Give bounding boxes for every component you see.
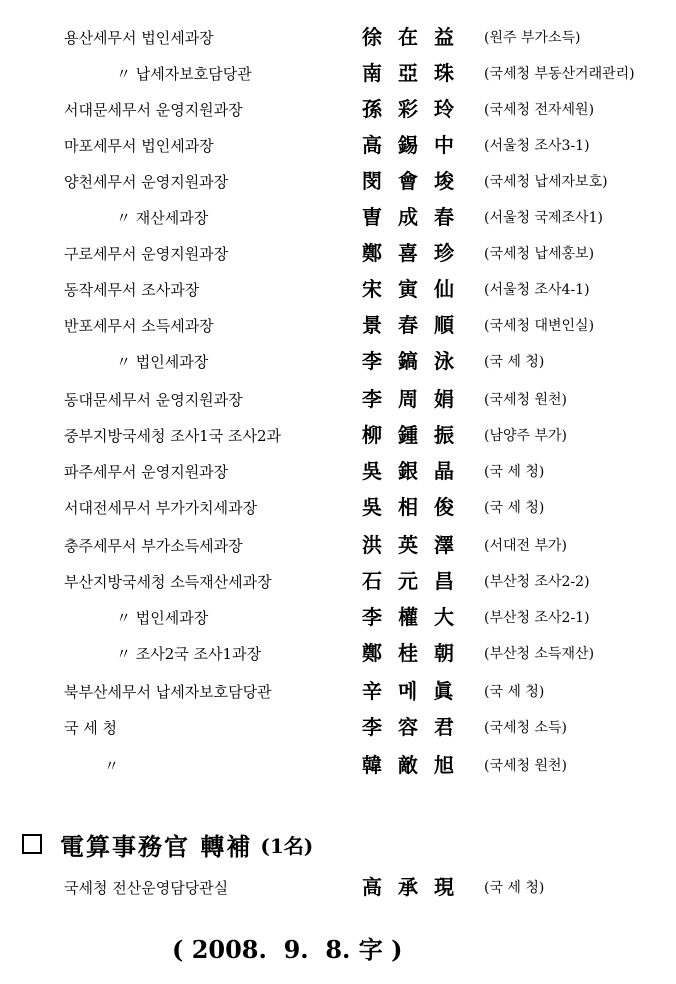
previous-post-note: (국세청 원천) xyxy=(484,758,567,774)
square-bullet-icon xyxy=(22,834,42,854)
person-name: 辛메眞 xyxy=(362,679,470,703)
effective-date: ( 2008. 9. 8. 字 ) xyxy=(172,935,403,964)
position-text: 부산지방국세청 소득재산세과장 xyxy=(64,573,272,591)
position-text: 서대문세무서 운영지원과장 xyxy=(64,101,243,119)
previous-post-note: (서울청 조사4-1) xyxy=(484,282,590,298)
person-name: 鄭喜珍 xyxy=(362,241,470,265)
position-text: 중부지방국세청 조사1국 조사2과 xyxy=(64,427,281,445)
position-text: 파주세무서 운영지원과장 xyxy=(64,463,229,481)
previous-post-note: (국세청 부동산거래관리) xyxy=(484,66,635,82)
previous-post-note: (국 세 청) xyxy=(484,500,545,516)
person-name: 高錫中 xyxy=(362,133,470,157)
position-text: 구로세무서 운영지원과장 xyxy=(64,245,229,263)
person-name: 吳銀晶 xyxy=(362,459,470,483)
person-name: 李周娟 xyxy=(362,387,470,411)
section-count: (1名) xyxy=(260,833,314,858)
appointment-row-12 xyxy=(0,418,676,454)
person-name: 李容君 xyxy=(362,715,470,739)
person-name: 南亞珠 xyxy=(362,61,470,85)
position-text: 〃 조사2국 조사1과장 xyxy=(116,645,262,663)
person-name: 柳鍾振 xyxy=(362,423,470,447)
position-text: 〃 법인세과장 xyxy=(116,609,209,627)
appointment-row-16 xyxy=(0,564,676,600)
position-text: 〃 납세자보호담당관 xyxy=(116,65,252,83)
section-title: 電算事務官 轉補 xyxy=(60,831,253,861)
position-text: 마포세무서 법인세과장 xyxy=(64,137,214,155)
previous-post-note: (국세청 납세자보호) xyxy=(484,174,608,190)
person-name: 李鎬泳 xyxy=(362,349,470,373)
appointment-row-17 xyxy=(0,600,676,636)
appointment-row-8 xyxy=(0,272,676,308)
appointment-row-9 xyxy=(0,308,676,344)
position-text: 국세청 전산운영담당관실 xyxy=(64,879,229,897)
person-name: 宋寅仙 xyxy=(362,277,470,301)
appointment-row-6 xyxy=(0,200,676,236)
person-name: 鄭桂朝 xyxy=(362,641,470,665)
previous-post-note: (국 세 청) xyxy=(484,880,545,896)
section-row-1 xyxy=(0,870,676,906)
previous-post-note: (부산청 조사2-1) xyxy=(484,610,590,626)
appointment-row-5 xyxy=(0,164,676,200)
person-name: 石元昌 xyxy=(362,569,470,593)
previous-post-note: (서대전 부가) xyxy=(484,538,567,554)
appointment-row-11 xyxy=(0,382,676,418)
appointment-row-18 xyxy=(0,636,676,672)
position-text: 〃 xyxy=(104,757,120,775)
position-text: 양천세무서 운영지원과장 xyxy=(64,173,229,191)
previous-post-note: (서울청 국제조사1) xyxy=(484,210,603,226)
appointment-row-7 xyxy=(0,236,676,272)
appointment-row-1 xyxy=(0,20,676,56)
person-name: 景春順 xyxy=(362,313,470,337)
previous-post-note: (국세청 원천) xyxy=(484,392,567,408)
person-name: 洪英澤 xyxy=(362,533,470,557)
appointment-row-3 xyxy=(0,92,676,128)
position-text: 〃 재산세과장 xyxy=(116,209,209,227)
previous-post-note: (국 세 청) xyxy=(484,684,545,700)
person-name: 高承現 xyxy=(362,875,470,899)
previous-post-note: (서울청 조사3-1) xyxy=(484,138,590,154)
appointment-row-13 xyxy=(0,454,676,490)
person-name: 曺成春 xyxy=(362,205,470,229)
person-name: 徐在益 xyxy=(362,25,470,49)
previous-post-note: (부산청 소득재산) xyxy=(484,646,595,662)
previous-post-note: (남양주 부가) xyxy=(484,428,567,444)
position-text: 북부산세무서 납세자보호담당관 xyxy=(64,683,272,701)
position-text: 충주세무서 부가소득세과장 xyxy=(64,537,243,555)
position-text: 동작세무서 조사과장 xyxy=(64,281,200,299)
position-text: 반포세무서 소득세과장 xyxy=(64,317,214,335)
previous-post-note: (국세청 납세홍보) xyxy=(484,246,595,262)
appointment-row-21 xyxy=(0,748,676,784)
position-text: 〃 법인세과장 xyxy=(116,353,209,371)
position-text: 국 세 청 xyxy=(64,719,118,737)
appointment-row-19 xyxy=(0,674,676,710)
appointment-row-10 xyxy=(0,344,676,380)
appointment-row-20 xyxy=(0,710,676,746)
previous-post-note: (국 세 청) xyxy=(484,464,545,480)
position-text: 서대전세무서 부가가치세과장 xyxy=(64,499,258,517)
section-header xyxy=(22,826,313,862)
person-name: 閔會埈 xyxy=(362,169,470,193)
position-text: 용산세무서 법인세과장 xyxy=(64,29,214,47)
previous-post-note: (국 세 청) xyxy=(484,354,545,370)
previous-post-note: (국세청 전자세원) xyxy=(484,102,595,118)
person-name: 李權大 xyxy=(362,605,470,629)
previous-post-note: (국세청 대변인실) xyxy=(484,318,595,334)
position-text: 동대문세무서 운영지원과장 xyxy=(64,391,243,409)
previous-post-note: (부산청 조사2-2) xyxy=(484,574,590,590)
person-name: 韓敵旭 xyxy=(362,753,470,777)
person-name: 吳相俊 xyxy=(362,495,470,519)
appointment-row-14 xyxy=(0,490,676,526)
previous-post-note: (원주 부가소득) xyxy=(484,30,581,46)
previous-post-note: (국세청 소득) xyxy=(484,720,567,736)
appointment-row-15 xyxy=(0,528,676,564)
appointment-row-4 xyxy=(0,128,676,164)
appointment-row-2 xyxy=(0,56,676,92)
person-name: 孫彩玲 xyxy=(362,97,470,121)
